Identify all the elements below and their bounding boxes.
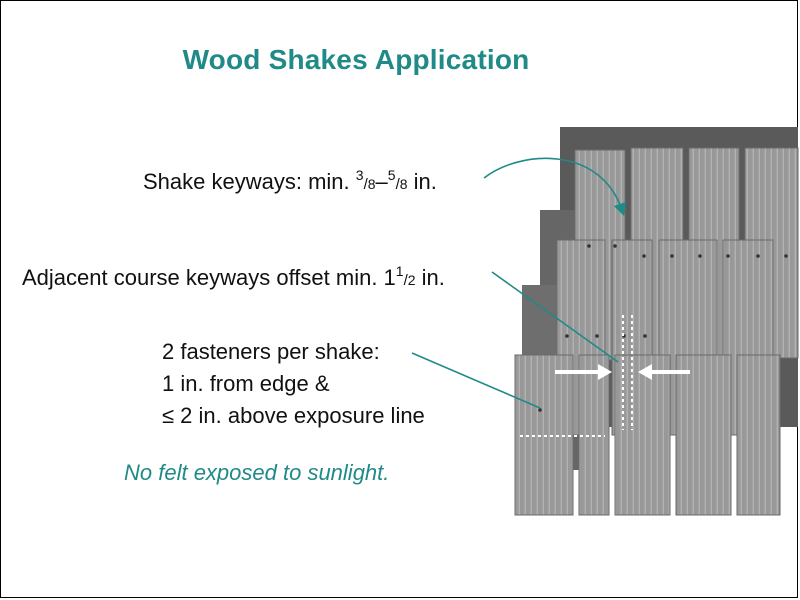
offset-prefix: Adjacent course keyways offset min. 1	[22, 265, 396, 290]
offset-unit: in.	[421, 265, 445, 290]
keyways-fraction-max: $^5$/8	[387, 167, 408, 193]
diagram-title: Wood Shakes Application	[182, 44, 530, 75]
felt-note: No felt exposed to sunlight.	[124, 460, 390, 485]
offset-fraction: $^1$/2	[395, 263, 416, 289]
fasteners-line-2: 1 in. from edge &	[162, 371, 330, 396]
keyways-fraction-min: $^3$/8	[355, 167, 376, 193]
keyways-range-sep: –	[375, 169, 388, 194]
fasteners-line-3: ≤ 2 in. above exposure line	[162, 403, 425, 428]
keyways-prefix: Shake keyways: min.	[143, 169, 350, 194]
shake-course-bottom	[515, 355, 780, 515]
keyways-unit: in.	[413, 169, 437, 194]
fasteners-line-1: 2 fasteners per shake:	[162, 339, 380, 364]
